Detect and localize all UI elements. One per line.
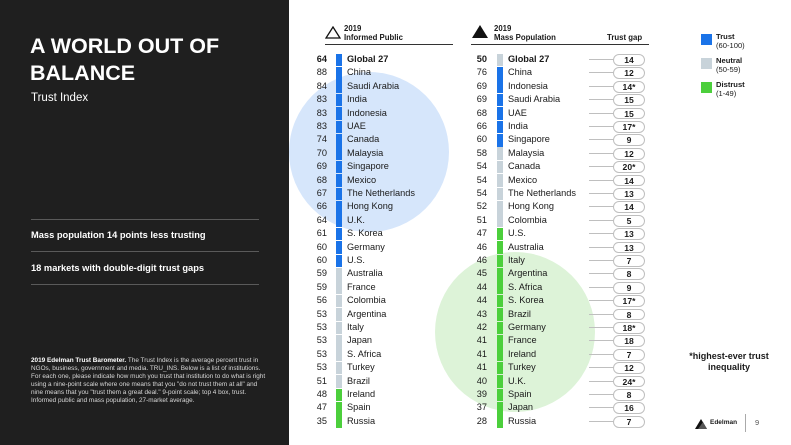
mp-color-bar [497,335,503,348]
mp-color-bar [497,80,503,93]
mp-value: 37 [476,402,487,413]
mp-color-bar [497,134,503,147]
ip-country: Turkey [347,362,375,373]
ip-value: 74 [316,134,327,145]
mp-country: Hong Kong [508,201,554,212]
mp-country: Australia [508,241,544,252]
ip-color-bar [336,161,342,174]
ip-country: Brazil [347,375,370,386]
mp-color-bar [497,188,503,201]
mp-country: Spain [508,389,532,399]
ip-color-bar [336,415,342,428]
divider [31,251,259,252]
mp-color-bar [497,161,503,174]
legend-range: (50-59) [716,65,741,74]
small-triangle-outline-icon [325,26,341,39]
ip-country: Global 27 [347,54,389,64]
mp-value: 28 [476,415,487,426]
divider [31,284,259,285]
mp-color-bar [497,214,503,227]
left-panel [0,0,289,445]
ip-color-bar [336,295,342,308]
ip-country: Italy [347,322,364,332]
mp-country: Turkey [508,362,536,373]
ip-value: 53 [316,322,327,332]
ip-country: Singapore [347,161,389,172]
mp-color-bar [497,348,503,361]
ip-country: Indonesia [347,107,387,118]
mp-country: Malaysia [508,147,545,158]
mp-value: 52 [476,201,487,212]
trust-gap-pill: 9 [613,282,645,294]
trust-gap-pill: 7 [613,416,645,428]
mp-color-bar [497,308,503,321]
ip-country: Japan [347,335,373,346]
mp-value: 60 [476,134,487,145]
ip-color-bar [336,107,342,120]
ip-country: Hong Kong [347,201,393,212]
mp-country: France [508,335,537,346]
mp-value: 58 [476,147,487,158]
ip-value: 60 [316,255,327,265]
ip-value: 47 [316,402,327,413]
ip-value: 61 [316,228,327,239]
mp-value: 54 [476,188,487,198]
mp-color-bar [497,362,503,375]
mp-color-bar [497,402,503,415]
trust-gap-pill: 14 [613,201,645,213]
mp-country: Canada [508,161,541,172]
ip-color-bar [336,188,342,201]
ip-value: 84 [316,80,327,91]
trust-gap-pill: 12 [613,67,645,79]
ip-value: 59 [316,281,327,292]
ip-value: 56 [316,295,327,306]
footer-divider [745,414,746,432]
divider [31,219,259,220]
trust-gap-pill: 14 [613,54,645,66]
ip-color-bar [336,174,342,187]
ip-value: 60 [316,241,327,252]
footnote-title: 2019 Edelman Trust Barometer. [31,357,127,364]
mp-color-bar [497,228,503,241]
mp-country: Italy [508,255,525,265]
slide-subtitle: Trust Index [31,92,89,104]
ip-value: 53 [316,308,327,319]
mp-country: U.S. [508,228,526,239]
ip-color-bar [336,94,342,107]
mp-color-bar [497,121,503,134]
trust-gap-pill: 18* [613,322,645,334]
mp-value: 54 [476,174,487,185]
page-number: 9 [755,418,760,427]
ip-color-bar [336,335,342,348]
mp-country: Argentina [508,268,548,279]
mp-country: Ireland [508,348,537,359]
legend-swatch-neutral [701,58,712,69]
trust-gap-pill: 13 [613,228,645,240]
mp-value: 45 [476,268,487,279]
mp-country: S. Africa [508,281,543,292]
ip-value: 64 [316,54,327,64]
ip-country: Malaysia [347,147,384,158]
mp-color-bar [497,322,503,335]
legend-label: Neutral [716,56,743,65]
ip-country: China [347,67,372,78]
ip-value: 53 [316,362,327,373]
mp-color-bar [497,54,503,67]
mp-value: 68 [476,107,487,118]
legend-range: (1-49) [716,89,737,98]
ip-value: 59 [316,268,327,279]
trust-gap-pill: 12 [613,362,645,374]
footnote-text: The Trust Index is the average percent trust in NGOs, business, government and media. TRU_INS. Below is a list of institutions. For each one, please indicate how much you trust that institution to do what is right using a nine-point scale where one means that you "do not trust them at all" and nine means that you "trust them a great deal." 9-point scale; top 4 box, trust. Informed public and mass population, 27-market average. [31,357,266,404]
ip-value: 53 [316,335,327,346]
legend-swatch-distrust [701,82,712,93]
mp-color-bar [497,67,503,80]
legend-range: (60-100) [716,41,745,50]
slide-title: A WORLD OUT OF BALANCE [30,34,220,85]
mp-color-bar [497,255,503,268]
col1-header-name: Informed Public [344,33,403,42]
ip-country: Colombia [347,295,386,306]
highest-ever-note: *highest-ever trust inequality [689,351,769,372]
mp-country: UAE [508,107,527,118]
trust-gap-pill: 7 [613,349,645,361]
ip-country: India [347,94,367,105]
ip-value: 83 [316,94,327,105]
ip-country: U.K. [347,214,365,225]
mp-country: Singapore [508,134,550,145]
mp-value: 47 [476,228,487,239]
gap-header: Trust gap [607,33,643,42]
mp-country: Global 27 [508,54,550,64]
trust-gap-pill: 24* [613,376,645,388]
ip-color-bar [336,241,342,254]
ip-country: France [347,281,376,292]
mp-country: Germany [508,322,546,332]
key-finding-1: Mass population 14 points less trusting [31,230,206,240]
mp-value: 40 [476,375,487,386]
ip-country: Germany [347,241,385,252]
trust-gap-pill: 13 [613,188,645,200]
mp-value: 41 [476,348,487,359]
ip-color-bar [336,67,342,80]
ip-color-bar [336,214,342,227]
mp-country: Russia [508,415,537,426]
legend-label: Trust [716,32,735,41]
ip-country: Australia [347,268,383,279]
legend-swatch-trust [701,34,712,45]
ip-country: Mexico [347,174,377,185]
mp-country: S. Korea [508,295,544,306]
ip-country: The Netherlands [347,188,415,198]
mp-value: 46 [476,255,487,265]
ip-country: UAE [347,121,366,131]
trust-gap-pill: 16 [613,402,645,414]
ip-color-bar [336,80,342,93]
col2-header-name: Mass Population [494,33,556,42]
ip-value: 83 [316,107,327,118]
mp-color-bar [497,415,503,428]
ip-country: S. Korea [347,228,383,239]
ip-color-bar [336,134,342,147]
ip-value: 64 [316,214,327,225]
mp-country: Japan [508,402,534,413]
mp-country: Brazil [508,308,531,319]
mp-country: The Netherlands [508,188,576,198]
ip-color-bar [336,389,342,402]
ip-color-bar [336,375,342,388]
ip-country: Saudi Arabia [347,80,400,91]
mp-color-bar [497,107,503,120]
brand-name: Edelman [710,419,738,426]
ip-color-bar [336,348,342,361]
ip-country: Ireland [347,389,376,399]
mp-country: Saudi Arabia [508,94,561,105]
mp-color-bar [497,295,503,308]
ip-color-bar [336,121,342,134]
ip-value: 35 [316,415,327,426]
ip-color-bar [336,308,342,321]
mp-color-bar [497,201,503,214]
large-triangle-filled-icon [471,24,489,39]
mp-value: 42 [476,322,487,332]
mp-color-bar [497,147,503,160]
mp-value: 50 [476,54,487,64]
trust-gap-pill: 7 [613,255,645,267]
mp-color-bar [497,375,503,388]
mp-value: 69 [476,94,487,105]
mp-value: 41 [476,335,487,346]
trust-gap-pill: 9 [613,134,645,146]
ip-color-bar [336,281,342,294]
mp-value: 43 [476,308,487,319]
ip-color-bar [336,228,342,241]
mp-value: 54 [476,161,487,172]
mp-color-bar [497,268,503,281]
ip-value: 70 [316,147,327,158]
col1-header-year: 2019 [344,24,362,33]
trust-gap-pill: 20* [613,161,645,173]
mp-country: Indonesia [508,80,548,91]
trust-gap-pill: 12 [613,148,645,160]
ip-value: 51 [316,375,327,386]
ip-country: U.S. [347,255,365,265]
trust-gap-pill: 18 [613,335,645,347]
mp-value: 46 [476,241,487,252]
mp-value: 51 [476,214,487,225]
mp-value: 66 [476,121,487,131]
ip-value: 88 [316,67,327,78]
trust-gap-pill: 8 [613,268,645,280]
mp-color-bar [497,94,503,107]
mp-value: 69 [476,80,487,91]
trust-gap-pill: 17* [613,295,645,307]
legend-label: Distrust [716,80,745,89]
ip-color-bar [336,362,342,375]
ip-color-bar [336,255,342,268]
ip-value: 67 [316,188,327,198]
ip-country: Canada [347,134,380,145]
ip-value: 69 [316,161,327,172]
mp-country: Colombia [508,214,547,225]
mp-color-bar [497,241,503,254]
mp-value: 41 [476,362,487,373]
edelman-logo-icon [694,416,708,430]
ip-color-bar [336,322,342,335]
trust-gap-pill: 5 [613,215,645,227]
ip-country: Russia [347,415,376,426]
ip-color-bar [336,201,342,214]
key-finding-2: 18 markets with double-digit trust gaps [31,263,205,273]
mp-color-bar [497,281,503,294]
mp-color-bar [497,174,503,187]
ip-value: 66 [316,201,327,212]
mp-color-bar [497,389,503,402]
ip-country: Argentina [347,308,387,319]
mp-country: China [508,67,533,78]
col2-header-year: 2019 [494,24,512,33]
trust-gap-pill: 14 [613,175,645,187]
trust-gap-pill: 14* [613,81,645,93]
trust-index-chart [289,0,791,445]
ip-color-bar [336,54,342,67]
trust-gap-pill: 13 [613,242,645,254]
ip-value: 48 [316,389,327,399]
mp-value: 44 [476,281,487,292]
trust-gap-pill: 15 [613,108,645,120]
mp-country: India [508,121,528,131]
col2-header-rule [471,44,649,45]
ip-value: 53 [316,348,327,359]
mp-value: 44 [476,295,487,306]
footnote [31,357,266,404]
trust-gap-pill: 17* [613,121,645,133]
mp-value: 39 [476,389,487,399]
ip-color-bar [336,402,342,415]
ip-color-bar [336,268,342,281]
col1-header-rule [325,44,453,45]
trust-gap-pill: 8 [613,389,645,401]
mp-value: 76 [476,67,487,78]
mp-country: Mexico [508,174,538,185]
trust-gap-pill: 15 [613,94,645,106]
ip-value: 83 [316,121,327,131]
ip-color-bar [336,147,342,160]
mp-country: U.K. [508,375,526,386]
ip-value: 68 [316,174,327,185]
trust-gap-pill: 8 [613,309,645,321]
ip-country: Spain [347,402,371,413]
ip-country: S. Africa [347,348,382,359]
